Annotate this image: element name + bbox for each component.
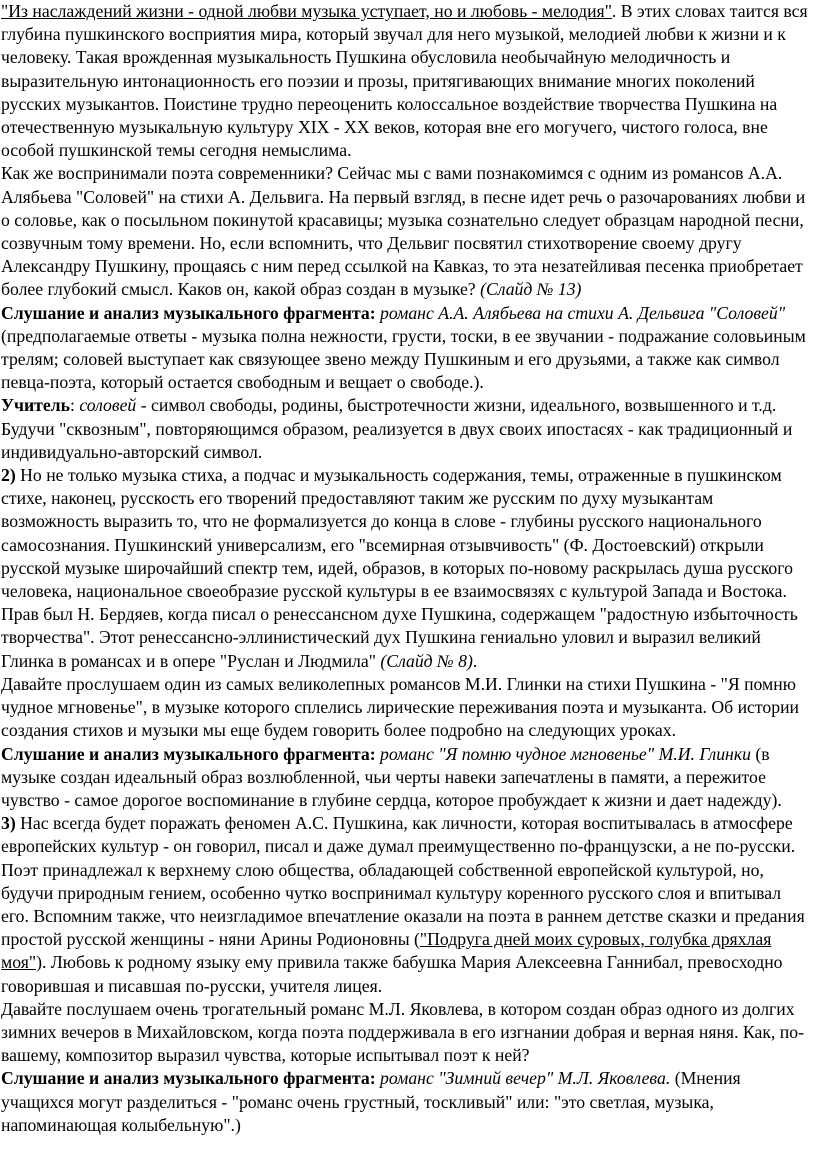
paragraph-text: Нас всегда будет поражать феномен А.С. Пушкина, как личности, которая воспитывалась в атмосфере европейских культур - он говорил, писал и даже думал преимущественно по-французски, а не по-русски. Поэт принадлежал к верхнему слою общества, обладающей собственной европейской культурой, но, будучи природным гением, особенно чутко воспринимал культуру коренного русского слоя и впитывал его. Вспомним также, что неизгладимое впечатление оказали на поэта в раннем детстве сказки и предания простой русской женщины - няни Арины Родионовны ( (1, 813, 805, 950)
point-number: 3) (1, 813, 16, 834)
work-title: романс А.А. Алябьева на стихи А. Дельвига "Соловей" (375, 302, 786, 323)
paragraph-text: Как же воспринимали поэта современники? Сейчас мы с вами познакомимся с одним из романсов А.А. Алябьева "Соловей" на стихи А. Дельвига. На первый взгляд, в песне идет речь о разочарованиях любви и о соловье, как о посыльном покинутой красавицы; музыка сознательно следует образцам народной песни, созвучным тому времени. Но, если вспомнить, что Дельвиг посвятил стихотворение своему другу Александру Пушкину, прощаясь с ним перед ссылкой на Кавказ, то эта незатейливая песенка приобретает более глубокий смысл. Каков он, какой образ создан в музыке? (1, 163, 806, 300)
poem-quote: "Подруга дней моих суровых, голубка дряхлая моя" (1, 929, 772, 973)
work-title: романс "Я помню чудное мгновенье" М.И. Глинки (375, 743, 751, 764)
teacher-label: Учитель (1, 395, 70, 416)
paragraph-point-3 (1, 812, 812, 998)
slide-reference: (Слайд № 8) (380, 650, 473, 671)
paragraph-text: . В этих словах таится вся глубина пушкинского восприятия мира, который звучал для него музыкой, мелодией любви к жизни и к человеку. Такая врожденная музыкальность Пушкина обусловила необычайную мелодичность и выразительную интонационность его поэзии и прозы, притягивающих внимание многих поколений русских музыкантов. Поистине трудно переоценить колоссальное воздействие творчества Пушкина на отечественную музыкальную культуру XIX - XX веков, которая вне его могучего, чистого голоса, вне особой пушкинской темы сегодня немыслима. (1, 1, 808, 161)
paragraph-glinka-intro (1, 673, 812, 743)
paragraph-end: . (472, 650, 478, 671)
paragraph-text: Давайте послушаем очень трогательный романс М.Л. Яковлева, в котором создан образ одного из долгих зимних вечеров в Михайловском, когда поэта поддерживала в его изгнании добрая и верная няня. Как, по-вашему, композитор выразил чувства, которые испытывал поэт к ней? (1, 998, 804, 1066)
paragraph-text: (предполагаемые ответы - музыка полна нежности, грусти, тоски, в ее звучании - подражание соловьиным трелям; соловей выступает как связующее звено между Пушкиным и его друзьями, а также как символ певца-поэта, который остается свободным и вещает о свободе.). (1, 325, 806, 393)
paragraph-text: - символ свободы, родины, быстротечности жизни, идеального, возвышенного и т.д. Будучи "сквозным", повторяющимся образом, реализуется в двух своих ипостасях - как традиционный и индивидуально-авторский символ. (1, 395, 793, 462)
pushkin-quote: "Из наслаждений жизни - одной любви музыка уступает, но и любовь - мелодия" (1, 1, 612, 21)
work-title: романс "Зимний вечер" М.Л. Яковлева. (375, 1068, 671, 1089)
paragraph-contemporaries (1, 162, 812, 301)
paragraph-listening-yakovlev (1, 1067, 812, 1137)
term: соловей (79, 395, 137, 416)
paragraph-intro (1, 0, 812, 162)
listening-label: Слушание и анализ музыкального фрагмента: (1, 302, 376, 323)
listening-label: Слушание и анализ музыкального фрагмента: (1, 1068, 376, 1089)
paragraph-point-2 (1, 464, 812, 673)
paragraph-text: (Мнения учащихся могут разделиться - "романс очень грустный, тоскливый" или: "это светлая, музыка, напоминающая колыбельную".) (1, 1068, 741, 1135)
paragraph-teacher (1, 394, 812, 464)
paragraph-listening-aliabiev (1, 302, 812, 395)
paragraph-text: Но не только музыка стиха, а подчас и музыкальность содержания, темы, отраженные в пушкинском стихе, наконец, русскость его творений предоставляют таким же русским по духу музыкантам возможность выразить то, что не формализуется до конца в слове - глубины русского национального самосознания. Пушкинский универсализм, его "всемирная отзывчивость" (Ф. Достоевский) открыли русской музыке широчайший спектр тем, идей, образов, в которых по-новому раскрылась душа русского человека, национальное своеобразие русской культуры в ее взаимосвязях с культурой Запада и Востока. Прав был Н. Бердяев, когда писал о ренессансном духе Пушкина, содержащем "радостную избыточность творчества". Этот ренессансно-эллинистический дух Пушкина гениально уловил и выразил великий Глинка в романсах и в опере "Руслан и Людмила" (1, 465, 798, 671)
paragraph-text: (в музыке создан идеальный образ возлюбленной, чьи черты навеки запечатлены в памяти, а пережитое чувство - самое дорогое воспоминание в глубине сердца, которое пробуждает к жизни и дает надежду). (1, 743, 782, 810)
colon: : (69, 395, 80, 416)
slide-reference: (Слайд № 13) (480, 279, 582, 300)
paragraph-listening-glinka (1, 743, 812, 813)
paragraph-end: ). Любовь к родному языку ему привила также бабушка Мария Алексеевна Ганнибал, превосходно говорившая и писавшая по-русски, учителя лицея. (1, 952, 783, 996)
paragraph-text: Давайте прослушаем один из самых великолепных романсов М.И. Глинки на стихи Пушкина - "Я помню чудное мгновенье", в музыке которого сплелись лирические переживания поэта и музыканта. Об истории создания стихов и музыки мы еще будем говорить более подробно на следующих уроках. (1, 673, 800, 741)
listening-label: Слушание и анализ музыкального фрагмента: (1, 743, 376, 764)
paragraph-yakovlev-intro (1, 998, 812, 1068)
point-number: 2) (1, 465, 16, 486)
